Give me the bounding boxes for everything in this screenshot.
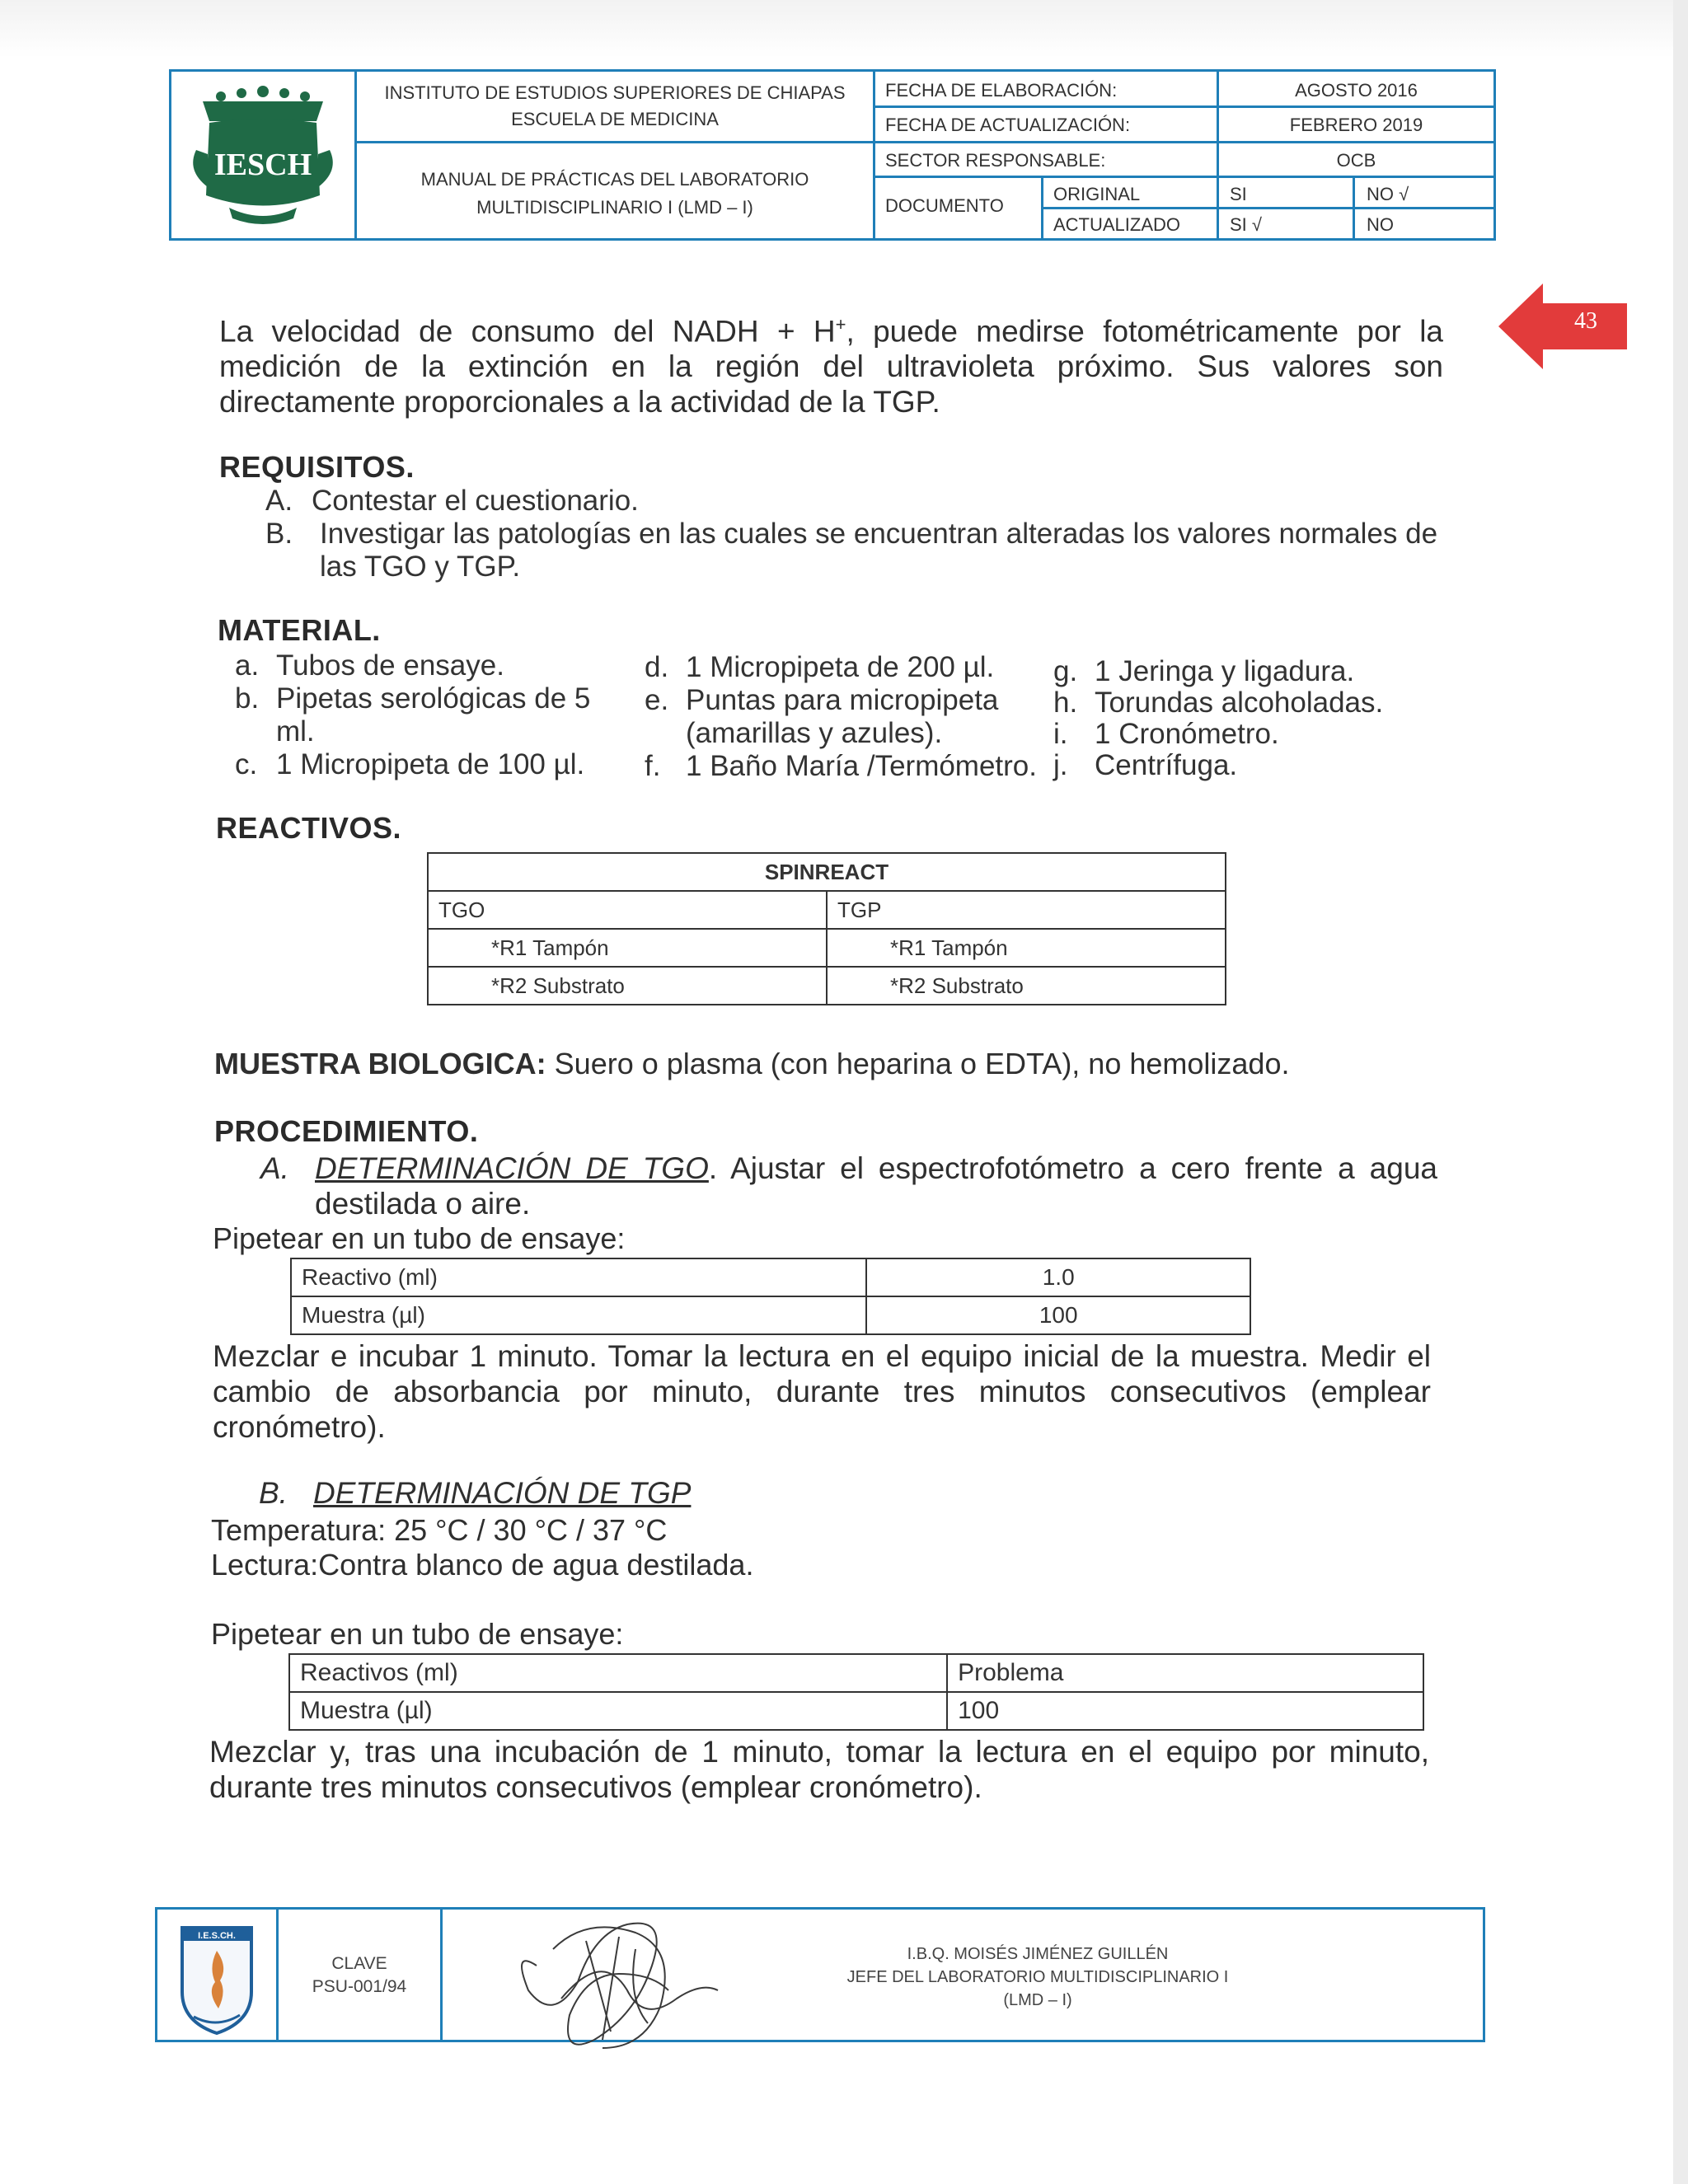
mezclar-b: Mezclar y, tras una incubación de 1 minuto, tomar la lectura en el equipo por minuto, durante tres minutos consecutivos (emplear cronómetro). xyxy=(209,1735,1429,1804)
procedimiento-b: B. DETERMINACIÓN DE TGP xyxy=(259,1476,692,1510)
table-cell: 100 xyxy=(947,1692,1423,1730)
signature-image xyxy=(504,1900,734,2056)
scan-shadow xyxy=(0,0,1688,58)
muestra-biologica: MUESTRA BIOLOGICA: Suero o plasma (con heparina o EDTA), no hemolizado. xyxy=(214,1047,1290,1080)
table-cell: 100 xyxy=(866,1296,1250,1334)
fecha-act-label: FECHA DE ACTUALIZACIÓN: xyxy=(885,115,1131,135)
institute-name: INSTITUTO DE ESTUDIOS SUPERIORES DE CHIAPAS ESCUELA DE MEDICINA xyxy=(384,82,846,129)
tgp-table xyxy=(288,1653,1424,1731)
logo-cell xyxy=(171,72,354,238)
material-col-2: d. 1 Micropipeta de 200 µl. e. Puntas para micropipeta (amarillas y azules). f. 1 Baño María /Termómetro. xyxy=(645,651,1037,782)
mezclar-a: Mezclar e incubar 1 minuto. Tomar la lectura en el equipo inicial de la muestra. Medir el cambio de absorbancia por minuto, durante tres minutos consecutivos (emplear cronómetro). xyxy=(213,1339,1431,1444)
logo-text: IESCH xyxy=(213,148,312,182)
table-cell: *R1 Tampón xyxy=(428,929,827,967)
pipetear-b: Pipetear en un tubo de ensaye: xyxy=(211,1617,624,1651)
table-cell: Muestra (µl) xyxy=(291,1296,866,1334)
actualizado-si: SI √ xyxy=(1230,214,1262,235)
table-cell: Reactivo (ml) xyxy=(291,1258,866,1296)
table-cell: TGO xyxy=(428,891,827,929)
original-label: ORIGINAL xyxy=(1053,184,1141,204)
fecha-act-value: FEBRERO 2019 xyxy=(1289,115,1423,135)
table-cell: Reactivos (ml) xyxy=(289,1654,947,1692)
iesch-logo xyxy=(171,72,354,238)
manual-title: MANUAL DE PRÁCTICAS DEL LABORATORIO MULTIDISCIPLINARIO I (LMD – I) xyxy=(420,169,809,218)
original-no: NO √ xyxy=(1367,184,1409,204)
tgo-table xyxy=(290,1258,1251,1335)
actualizado-label: ACTUALIZADO xyxy=(1053,214,1181,235)
table-header: SPINREACT xyxy=(428,853,1226,891)
page-number-tag xyxy=(1498,284,1627,369)
fecha-elab-label: FECHA DE ELABORACIÓN: xyxy=(885,80,1118,101)
original-si: SI xyxy=(1230,184,1247,204)
table-cell: TGP xyxy=(827,891,1226,929)
signatory: I.B.Q. MOISÉS JIMÉNEZ GUILLÉN JEFE DEL LABORATORIO MULTIDISCIPLINARIO I (LMD – I) xyxy=(846,1945,1229,2009)
intro-paragraph: La velocidad de consumo del NADH + H+, puede medirse fotométricamente por la medición de la extinción en la región del ultravioleta próximo. Sus valores son directamente proporcionales a la actividad de la TGP. xyxy=(219,314,1443,419)
material-title: MATERIAL. xyxy=(218,613,381,647)
sector-value: OCB xyxy=(1336,150,1376,171)
table-cell: Problema xyxy=(947,1654,1423,1692)
fecha-elab-value: AGOSTO 2016 xyxy=(1295,80,1418,101)
documento-label: DOCUMENTO xyxy=(885,195,1004,216)
reactivos-table xyxy=(427,852,1226,1005)
temperatura: Temperatura: 25 °C / 30 °C / 37 °C xyxy=(211,1513,668,1547)
table-cell: *R2 Substrato xyxy=(428,967,827,1005)
document-footer xyxy=(155,1907,1485,2042)
table-cell: 1.0 xyxy=(866,1258,1250,1296)
table-cell: *R1 Tampón xyxy=(827,929,1226,967)
university-seal-icon xyxy=(157,1910,276,2040)
reactivos-title: REACTIVOS. xyxy=(216,811,402,845)
requisitos-title: REQUISITOS. xyxy=(219,450,415,484)
document-header xyxy=(169,69,1496,241)
seal-text: I.E.S.CH. xyxy=(198,1931,236,1941)
clave: CLAVE PSU-001/94 xyxy=(312,1954,407,1996)
page-edge xyxy=(1673,0,1688,2184)
procedimiento-title: PROCEDIMIENTO. xyxy=(214,1114,479,1148)
actualizado-no: NO xyxy=(1367,214,1394,235)
pipetear-a: Pipetear en un tubo de ensaye: xyxy=(213,1221,626,1255)
table-cell: *R2 Substrato xyxy=(827,967,1226,1005)
material-col-3: g. 1 Jeringa y ligadura. h. Torundas alcoholadas. i. 1 Cronómetro. j. Centrífuga. xyxy=(1053,655,1384,781)
sector-label: SECTOR RESPONSABLE: xyxy=(885,150,1106,171)
procedimiento-a: A. DETERMINACIÓN DE TGO. Ajustar el espectrofotómetro a cero frente a agua destilada o aire. xyxy=(260,1151,1437,1221)
requisito-a: A. Contestar el cuestionario. xyxy=(265,485,639,517)
seal-cell xyxy=(157,1910,276,2040)
page-number: 43 xyxy=(1574,308,1597,334)
lectura: Lectura:Contra blanco de agua destilada. xyxy=(211,1548,754,1582)
material-col-1: a. Tubos de ensaye. b. Pipetas serológicas de 5 ml. c. 1 Micropipeta de 100 µl. xyxy=(235,649,591,780)
requisito-b: B. Investigar las patologías en las cuales se encuentran alteradas los valores normales de las TGO y TGP. xyxy=(265,518,1438,583)
table-cell: Muestra (µl) xyxy=(289,1692,947,1730)
